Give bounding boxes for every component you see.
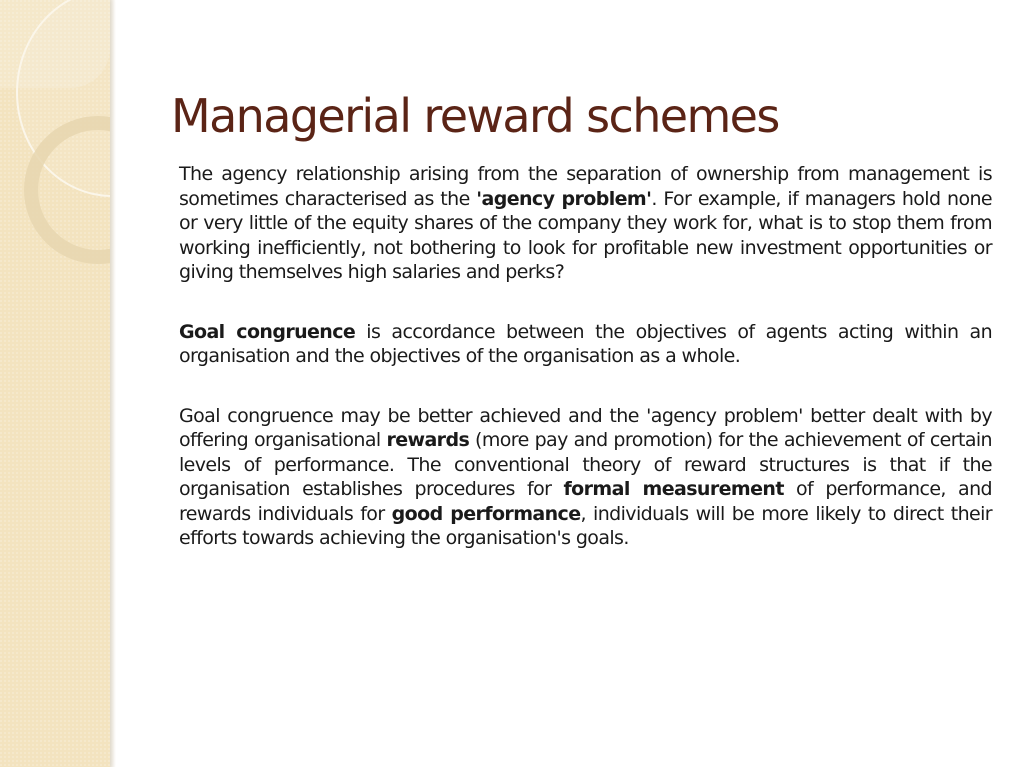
text-segment: , individuals will be more likely to direct their efforts towards achieving the organisation's goals. [179, 502, 992, 549]
emphasis-formal-measurement: formal measurement [563, 478, 784, 500]
text-segment: . For example, if managers hold none or very little of the equity shares of the company they work for, what is to stop them from working inefficiently, not bothering to look for profitable new investment opportunities or giving themselves high salaries and perks? [179, 187, 992, 283]
emphasis-good-performance: good performance [391, 502, 581, 525]
paragraph-rewards [179, 404, 992, 551]
text-segment: Goal congruence may be better achieved and the 'agency problem' better dealt with by offering organisational [179, 404, 992, 451]
decorative-sidebar [0, 0, 110, 767]
slide-body [179, 162, 992, 586]
emphasis-agency-problem: 'agency problem' [476, 187, 652, 210]
text-segment: of performance, and rewards individuals for [179, 478, 992, 525]
text-segment: (more pay and promotion) for the achievement of certain levels of performance. The conventional theory of reward structures is that if the organisation establishes procedures for [179, 429, 992, 500]
emphasis-goal-congruence: Goal congruence [179, 320, 356, 343]
text-segment: is accordance between the objectives of agents acting within an organisation and the objectives of the organisation as a whole. [179, 320, 993, 367]
text-segment: The agency relationship arising from the separation of ownership from management is sometimes characterised as the [179, 163, 992, 210]
emphasis-rewards: rewards [386, 429, 470, 451]
slide-title: Managerial reward schemes [171, 88, 779, 143]
sidebar-shadow [110, 0, 116, 767]
paragraph-goal-congruence [179, 320, 992, 369]
paragraph-agency-problem [179, 162, 992, 285]
